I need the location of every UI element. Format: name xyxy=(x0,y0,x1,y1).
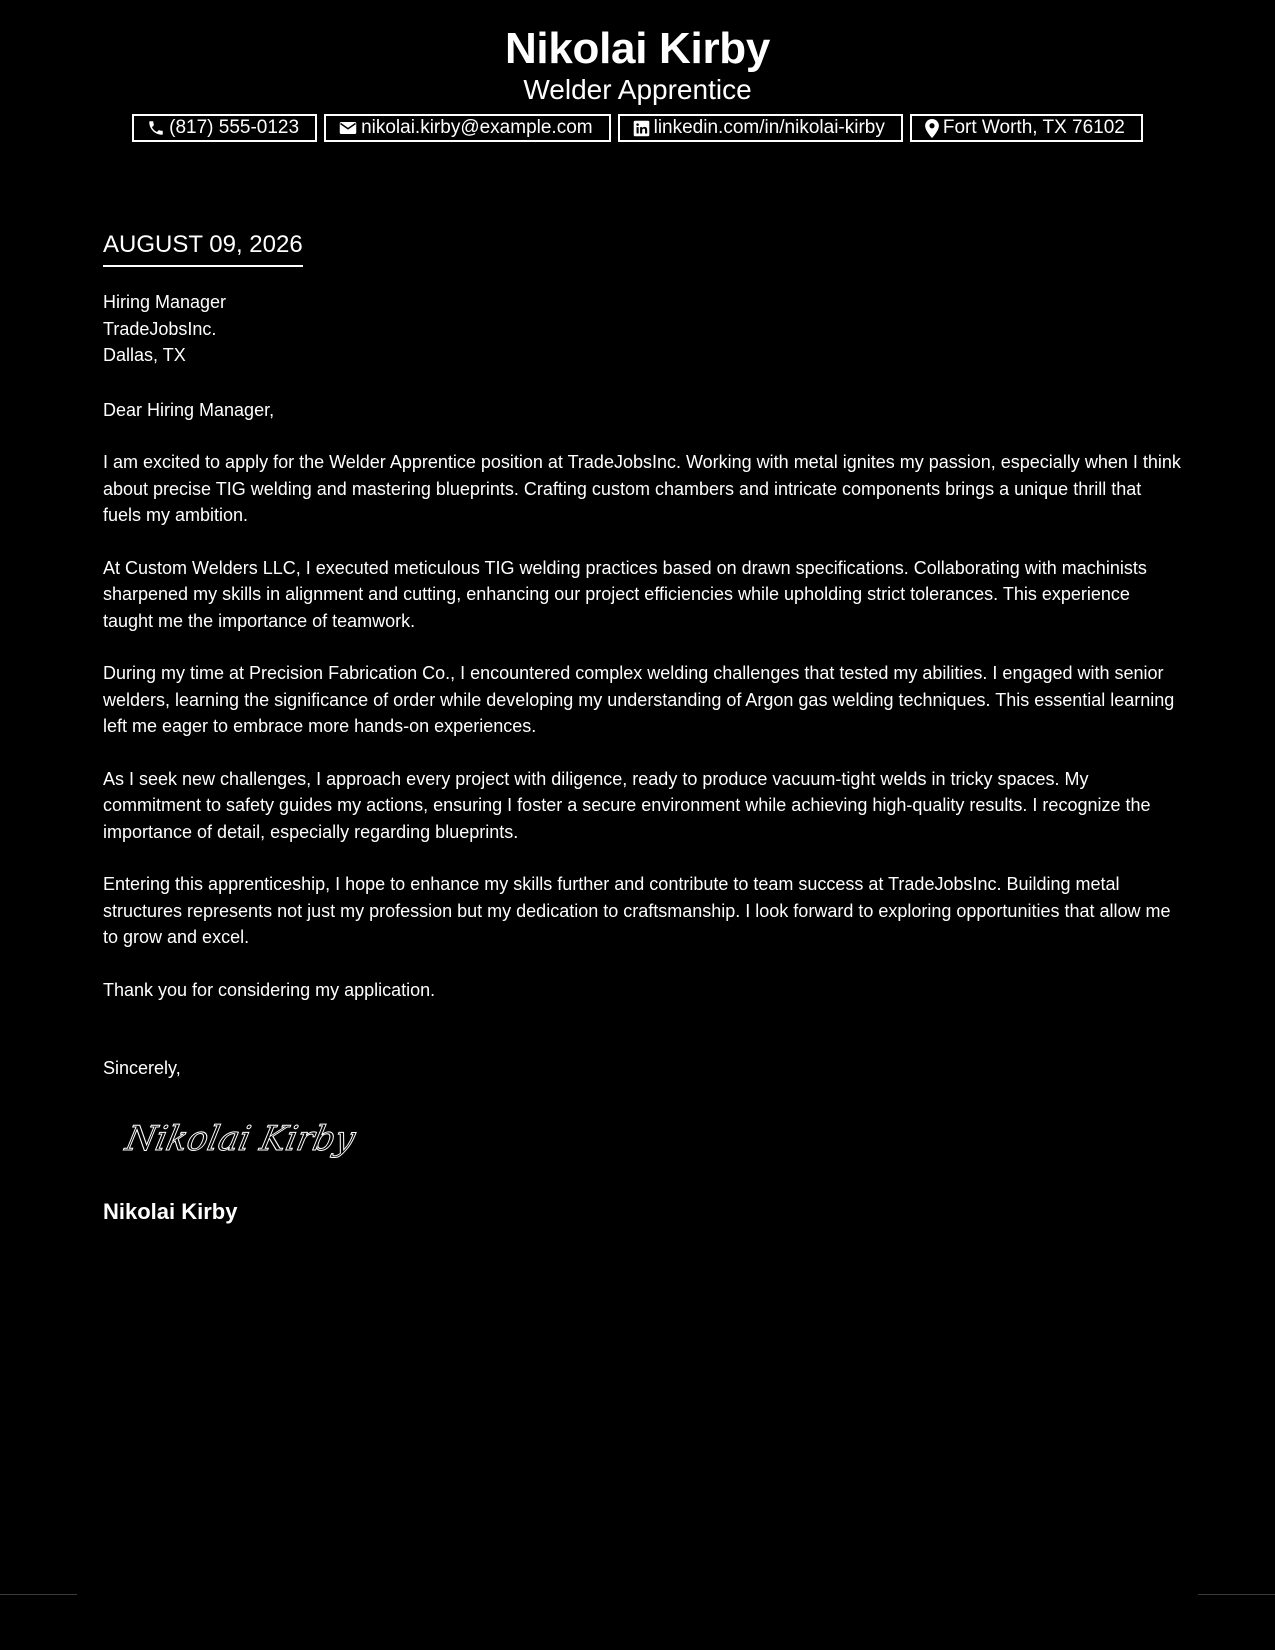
letter-date: AUGUST 09, 2026 xyxy=(103,230,303,267)
signer-name: Nikolai Kirby xyxy=(103,1199,238,1224)
linkedin-icon xyxy=(633,120,650,137)
contact-linkedin[interactable] xyxy=(618,114,903,142)
contact-location[interactable] xyxy=(910,114,1143,142)
letter-header xyxy=(0,0,1275,142)
signature-text: Nikolai Kirby xyxy=(122,1118,359,1159)
contact-location-text: Fort Worth, TX 76102 xyxy=(942,117,1125,138)
salutation: Dear Hiring Manager, xyxy=(103,399,275,420)
recipient-line: TradeJobsInc. xyxy=(103,318,217,339)
letter-body xyxy=(103,230,1183,1226)
recipient-block xyxy=(103,289,1183,369)
applicant-name: Nikolai Kirby xyxy=(504,24,771,73)
contact-phone[interactable] xyxy=(132,114,317,142)
body-paragraph: I am excited to apply for the Welder Apprentice position at TradeJobsInc. Working with metal ignites my passion, especially when I think about precise TIG welding and mastering blueprints. Crafting custom chambers and intricate components brings a unique thrill that fuels my ambition. xyxy=(103,452,1181,525)
recipient-line: Dallas, TX xyxy=(103,345,186,365)
closing: Sincerely, xyxy=(103,1058,181,1078)
job-title: Welder Apprentice xyxy=(523,74,752,105)
body-paragraph: As I seek new challenges, I approach every project with diligence, ready to produce vacuum-tight welds in tricky spaces. My commitment to safety guides my actions, ensuring I foster a secure environment while achieving high-quality results. I recognize the importance of detail, especially regarding blueprints. xyxy=(103,768,1151,842)
body-paragraph: At Custom Welders LLC, I executed meticulous TIG welding practices based on drawn specifications. Collaborating with machinists sharpened my skills in alignment and cutting, enhancing our project efficiencies while upholding strict tolerances. This experience taught me the importance of teamwork. xyxy=(103,557,1147,631)
contact-bar xyxy=(0,114,1275,142)
map-marker-icon xyxy=(925,119,939,138)
body-paragraph: Thank you for considering my application. xyxy=(103,979,436,1000)
footer-rule-right xyxy=(1198,1594,1275,1595)
contact-email-text: nikolai.kirby@example.com xyxy=(361,117,593,138)
recipient-line: Hiring Manager xyxy=(103,292,227,312)
phone-icon xyxy=(147,119,165,137)
footer-rule-left xyxy=(0,1594,77,1595)
body-paragraph: During my time at Precision Fabrication Co., I encountered complex welding challenges that tested my abilities. I engaged with senior welders, learning the significance of order while developing my understanding of Argon gas welding techniques. This essential learning left me eager to embrace more hands-on experiences. xyxy=(103,663,1175,736)
signature-image xyxy=(121,1108,1183,1176)
envelope-icon xyxy=(339,120,357,136)
contact-phone-text: (817) 555-0123 xyxy=(169,117,300,138)
body-paragraph: Entering this apprenticeship, I hope to enhance my skills further and contribute to team success at TradeJobsInc. Building metal structures represents not just my profession but my dedication to craftsmanship. I look forward to exploring opportunities that allow me to grow and excel. xyxy=(103,874,1171,947)
contact-email[interactable] xyxy=(324,114,611,142)
contact-linkedin-text: linkedin.com/in/nikolai-kirby xyxy=(653,117,885,138)
